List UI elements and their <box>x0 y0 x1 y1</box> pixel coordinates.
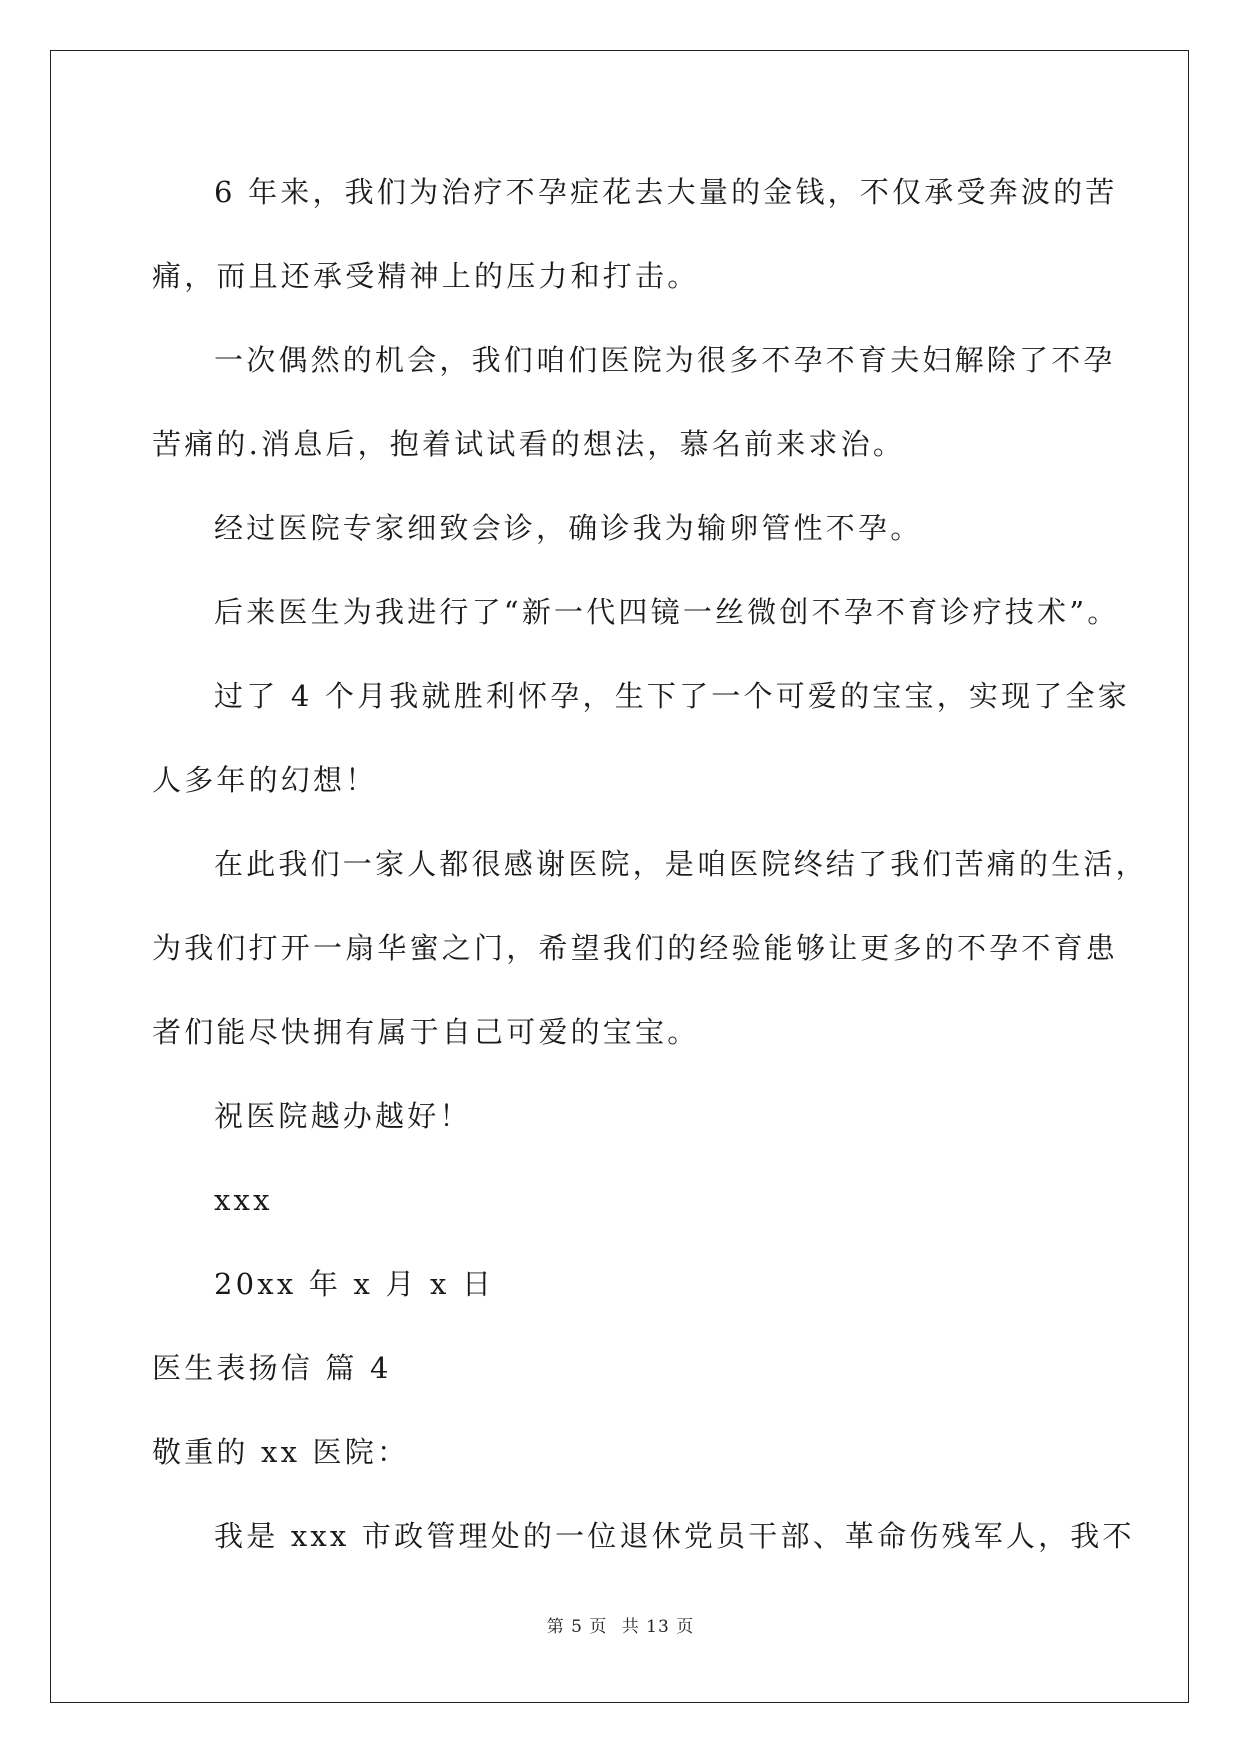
paragraph-line: 后来医生为我进行了“新一代四镜一丝微创不孕不育诊疗技术”。 <box>214 595 1120 629</box>
page-total: 共 13 页 <box>621 1617 695 1637</box>
page-number: 第 5 页 <box>546 1617 608 1637</box>
paragraph-line: 为我们打开一扇华蜜之门，希望我们的经验能够让更多的不孕不育患 <box>152 931 1119 965</box>
paragraph-line: 过了 4 个月我就胜利怀孕，生下了一个可爱的宝宝，实现了全家 <box>214 679 1130 713</box>
closing-wish: 祝医院越办越好！ <box>214 1099 472 1133</box>
paragraph-line: 经过医院专家细致会诊，确诊我为输卵管性不孕。 <box>214 511 923 545</box>
page-footer <box>0 1612 1241 1637</box>
paragraph-line: 痛，而且还承受精神上的压力和打击。 <box>152 259 700 293</box>
signature: xxx <box>214 1183 273 1217</box>
paragraph-line: 在此我们一家人都很感谢医院，是咱医院终结了我们苦痛的生活， <box>214 847 1148 881</box>
paragraph-line: 者们能尽快拥有属于自己可爱的宝宝。 <box>152 1015 700 1049</box>
paragraph-line: 我是 xxx 市政管理处的一位退休党员干部、革命伤残军人，我不 <box>214 1519 1135 1553</box>
paragraph-line: 苦痛的.消息后，抱着试试看的想法，慕名前来求治。 <box>152 427 906 461</box>
document-body <box>152 162 1148 1590</box>
paragraph-line: 6 年来，我们为治疗不孕症花去大量的金钱，不仅承受奔波的苦 <box>214 175 1118 209</box>
salutation: 敬重的 xx 医院： <box>152 1435 410 1469</box>
paragraph-line: 人多年的幻想！ <box>152 763 378 797</box>
paragraph-line: 一次偶然的机会，我们咱们医院为很多不孕不育夫妇解除了不孕 <box>214 343 1116 377</box>
date: 20xx 年 x 月 x 日 <box>214 1267 495 1301</box>
section-heading: 医生表扬信 篇 4 <box>152 1351 392 1385</box>
